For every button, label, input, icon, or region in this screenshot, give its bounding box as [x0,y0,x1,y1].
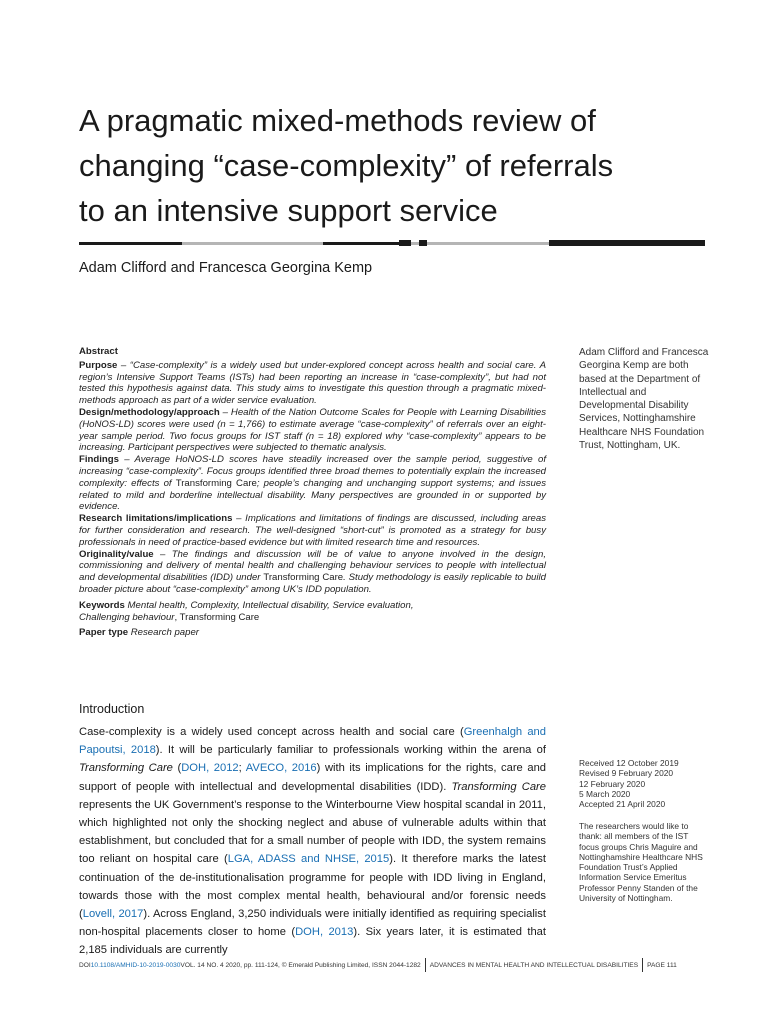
author-list: Adam Clifford and Francesca Georgina Kemp [79,260,373,276]
keywords-text: Mental health, Complexity, Intellectual disability, Service evaluation, [124,599,414,611]
doi-label: DOI [79,961,91,969]
limitations-text: – Implications and limitations of findings are discussed, including areas for further consideration and research. The well-designed “short-cut” is promoted as a strategy for busy professionals in need of practice-based evidence but with limited research time and resources. [79,513,547,548]
rule-segment [79,242,182,245]
body-text: represents the UK Government’s response to the Winterbourne View hospital scandal in 2011, which highlighted not only the shocking neglect and abuse of vulnerable adults within that establishment, but concluded that for a small number of people with IDD, the system remains too reliant on hospital care ( [79,798,546,866]
keywords-text-2: Challenging behaviour [79,611,175,623]
doi-link[interactable]: 10.1108/AMHID-10-2019-0030 [90,961,181,969]
limitations-label: Research limitations/implications [79,513,233,525]
footer-divider [642,958,643,972]
citation-link[interactable]: DOH, 2013 [295,926,354,939]
purpose-text: – “Case-complexity” is a widely used but under-explored concept across health and social care. A region’s Intensive Support Teams (ISTs) had been reporting an increase in “case-complexity”, but had not tested this hypothesis against data. This study aims to investigate this question through a pragmatic mixed-methods approach as part of a wider service evaluation. [79,359,546,407]
rule-segment [411,242,419,245]
abstract-limitations [79,513,546,548]
page-footer [79,958,709,972]
paper-type-text: Research paper [128,627,199,639]
findings-tc: Transforming Care [175,477,257,489]
findings-text-2: ; people’s changing and unchanging support systems; and issues related to mild and borderline intellectual disability. Many perspectives are grounded in or supported by evidence. [79,477,546,513]
abstract-keywords [79,600,546,624]
rule-segment [427,242,455,245]
page-number: PAGE 111 [647,961,677,969]
rule-segment [455,242,549,245]
submission-dates [579,758,709,809]
body-text: Case-complexity is a widely used concept across health and social care ( [79,726,464,738]
journal-name: ADVANCES IN MENTAL HEALTH AND INTELLECTUAL DISABILITIES [429,961,639,969]
citation-link[interactable]: AVECO, 2016 [245,762,317,775]
design-text: – Health of the Nation Outcome Scales for People with Learning Disabilities (HoNOS-LD) scores were used (n = 1,766) to estimate average “case-complexity” of referrals over an eight-year sample period. Two focus groups for IST staff (n = 18) explored why “case-complexity” appears to be increasing. Participant perspectives were subjected to thematic analysis. [79,406,546,454]
purpose-label: Purpose [79,359,118,371]
citation-link[interactable]: Greenhalgh and Papoutsi, 2018 [79,726,546,757]
date-entry: 12 February 2020 [579,778,646,789]
title-rule [79,240,705,248]
abstract-paper-type [79,627,546,639]
body-italic: Transforming Care [451,780,546,793]
abstract [79,346,546,639]
citation-link[interactable]: Lovell, 2017 [82,908,144,921]
title-line: to an intensive support service [79,193,498,228]
body-text: ; [238,762,246,775]
date-entry: Revised 9 February 2020 [579,768,674,779]
design-label: Design/methodology/approach [79,406,220,418]
date-entry: Accepted 21 April 2020 [579,799,666,810]
intro-paragraph [79,723,546,960]
paper-type-label: Paper type [79,627,129,639]
body-text: ). Across England, 3,250 individuals were initially identified as requiring specialist non-hospital placements closer to home ( [79,908,546,939]
rule-segment [323,242,399,245]
rule-segment [399,240,411,246]
article-title [79,98,699,233]
acknowledgement: The researchers would like to thank: all members of the IST focus groups Chris Maguire and Nottinghamshire Healthcare NHS Foundation Trust’s Applied Information Service Emeritus Professor Penny Standen of the University of Nottingham. [579,821,703,904]
date-entry: Received 12 October 2019 [579,758,679,768]
author-affiliation: Adam Clifford and Francesca Georgina Kemp are both based at the Department of Intellectual and Developmental Disability Services, Nottinghamshire Healthcare NHS Foundation Trust, Nottingham, UK. [579,347,709,452]
body-italic: Transforming Care [79,762,173,775]
footer-divider [425,958,426,972]
findings-label: Findings [79,454,119,466]
citation-link[interactable]: LGA, ADASS and NHSE, 2015 [227,853,390,866]
abstract-purpose [79,360,546,407]
title-line: A pragmatic mixed-methods review of [79,103,596,138]
rule-segment [182,242,259,245]
body-text: ). It will be particularly familiar to professionals working within the arena of [155,744,546,757]
rule-segment [549,240,705,246]
body-text: ). Six years later, it is estimated that 2,185 individuals are currently [79,926,546,957]
body-text: ) with its implications for the rights, care and support of people with intellectual and developmental disabilities (IDD). [79,762,547,793]
originality-text-2: . Study methodology is easily replicable to build broader picture about “case-complexity” among UK’s IDD population. [79,572,546,595]
body-text: ( [172,762,182,775]
originality-label: Originality/value [79,548,154,560]
body-text: ). It therefore marks the latest continuation of the de-institutionalisation programme for people with IDD living in England, towards those with the most complex mental health, behavioural and/or forensic needs ( [79,853,547,921]
abstract-originality [79,549,546,596]
section-heading: Introduction [79,702,145,716]
originality-text: – The findings and discussion will be of value to anyone involved in the design, commissioning and delivery of mental health and challenging behaviour services to people with intellectual and developmental disabilities (IDD) under [79,548,546,584]
keywords-tc: , Transforming Care [174,611,260,623]
keywords-label: Keywords [79,599,125,611]
abstract-heading: Abstract [79,346,118,357]
citation-link[interactable]: DOH, 2012 [181,762,239,775]
originality-tc: Transforming Care [263,572,344,584]
date-entry: 5 March 2020 [579,788,631,799]
citation-info: VOL. 14 NO. 4 2020, pp. 111-124, © Emerald Publishing Limited, ISSN 2044-1282 [180,961,421,969]
abstract-findings [79,454,546,513]
title-line: changing “case-complexity” of referrals [79,148,614,183]
rule-segment [419,240,427,246]
findings-text: – Average HoNOS-LD scores have steadily increased over the sample period, suggestive of increasing “case-complexity”. Focus groups identified three broad themes to potentially explain the increased complexity: effects of [79,454,546,489]
abstract-design [79,407,546,454]
